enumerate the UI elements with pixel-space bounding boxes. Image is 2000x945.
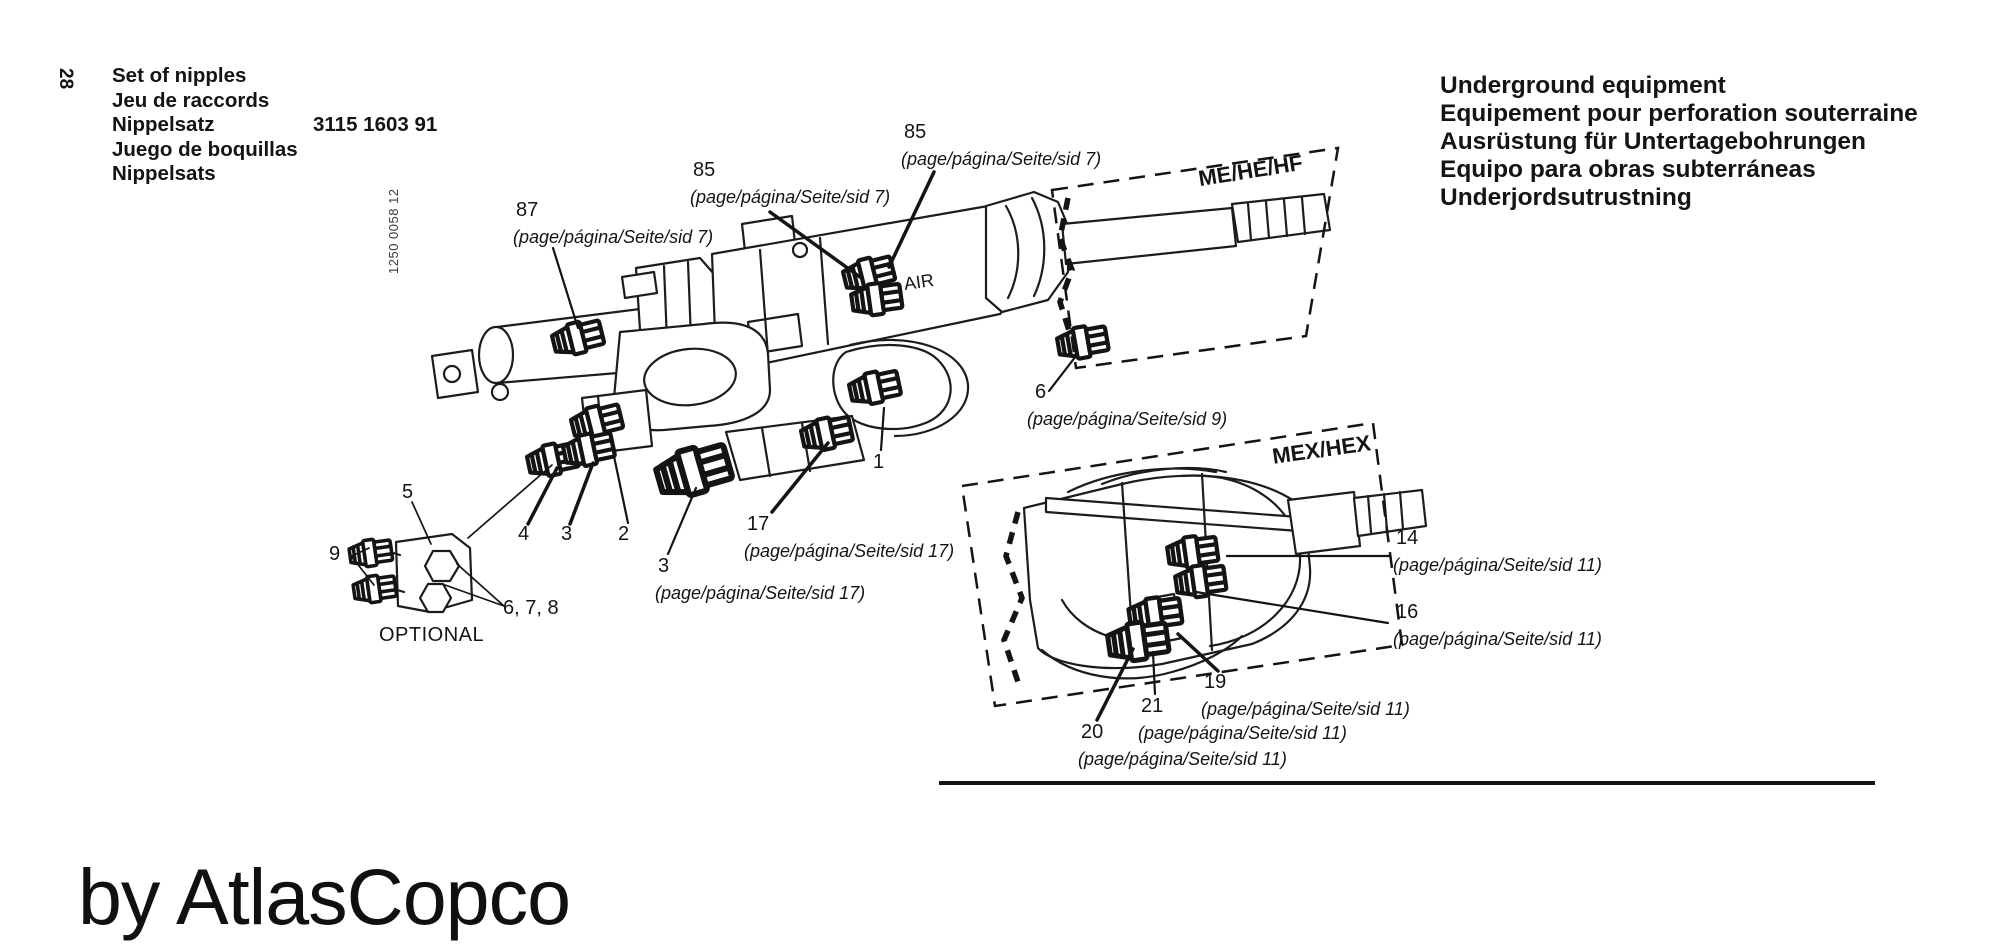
title-line: Juego de boquillas: [112, 137, 298, 161]
callout-14-number: 14: [1396, 527, 1419, 549]
callout-1-number: 1: [873, 451, 885, 473]
callout-87-pageref: (page/página/Seite/sid 7): [513, 227, 714, 247]
callout-21-pageref: (page/página/Seite/sid 11): [1138, 723, 1347, 743]
callout-3b-number: 3: [658, 555, 670, 577]
callout-85a-number: 85: [693, 159, 716, 181]
callout-17-number: 17: [747, 513, 770, 535]
air-port-label: AIR: [902, 270, 936, 294]
callout-6-number: 6: [1035, 381, 1047, 403]
title-line: Jeu de raccords: [112, 88, 270, 112]
byline: by AtlasCopco: [78, 852, 571, 941]
title-line: Underground equipment: [1440, 72, 1726, 99]
callout-20-pageref: (page/página/Seite/sid 11): [1078, 749, 1287, 769]
callout-5-number: 5: [402, 481, 414, 503]
callout-17-pageref: (page/página/Seite/sid 17): [744, 541, 955, 561]
callout-16-number: 16: [1396, 601, 1419, 623]
callout-4-number: 4: [518, 523, 530, 545]
callout-3b-pageref: (page/página/Seite/sid 17): [655, 583, 866, 603]
title-line: Nippelsats: [112, 162, 216, 185]
callout-2-number: 2: [618, 523, 630, 545]
title-line: Equipement pour perforation souterraine: [1440, 100, 1918, 127]
callout-19-pageref: (page/página/Seite/sid 11): [1201, 699, 1410, 719]
callout-85b-pageref: (page/página/Seite/sid 7): [901, 149, 1102, 169]
title-line: Underjordsutrustning: [1440, 184, 1692, 211]
page-number: 28: [55, 68, 76, 90]
drawing-number: 1250 0058 12: [386, 188, 401, 274]
model-label-mexhex: MEX/HEX: [1270, 430, 1373, 469]
callout-85a-pageref: (page/página/Seite/sid 7): [690, 187, 891, 207]
model-label-mehehf: ME/HE/HF: [1196, 149, 1305, 192]
callout-85b-number: 85: [904, 121, 927, 143]
callout-3a-number: 3: [561, 523, 573, 545]
optional-label: OPTIONAL: [379, 624, 485, 646]
callout-19-number: 19: [1204, 671, 1227, 693]
title-block-left: [112, 64, 298, 187]
callout-14-pageref: (page/página/Seite/sid 11): [1393, 555, 1602, 575]
lower-machine-break-line: [1004, 512, 1022, 682]
title-line: Equipo para obras subterráneas: [1440, 156, 1816, 183]
callout-21-number: 21: [1141, 695, 1164, 717]
part-number: 3115 1603 91: [313, 113, 438, 136]
title-block-right: [1440, 72, 1918, 212]
optional-block: [390, 534, 472, 612]
callout-678-number: 6, 7, 8: [503, 597, 559, 619]
title-line: Nippelsatz: [112, 113, 215, 136]
title-line: Set of nipples: [112, 64, 247, 87]
callout-16-pageref: (page/página/Seite/sid 11): [1393, 629, 1602, 649]
callout-87-number: 87: [516, 199, 539, 221]
callout-9-number: 9: [329, 543, 341, 565]
callout-6-pageref: (page/página/Seite/sid 9): [1027, 409, 1228, 429]
title-line: Ausrüstung für Untertagebohrungen: [1440, 128, 1867, 155]
callout-20-number: 20: [1081, 721, 1104, 743]
